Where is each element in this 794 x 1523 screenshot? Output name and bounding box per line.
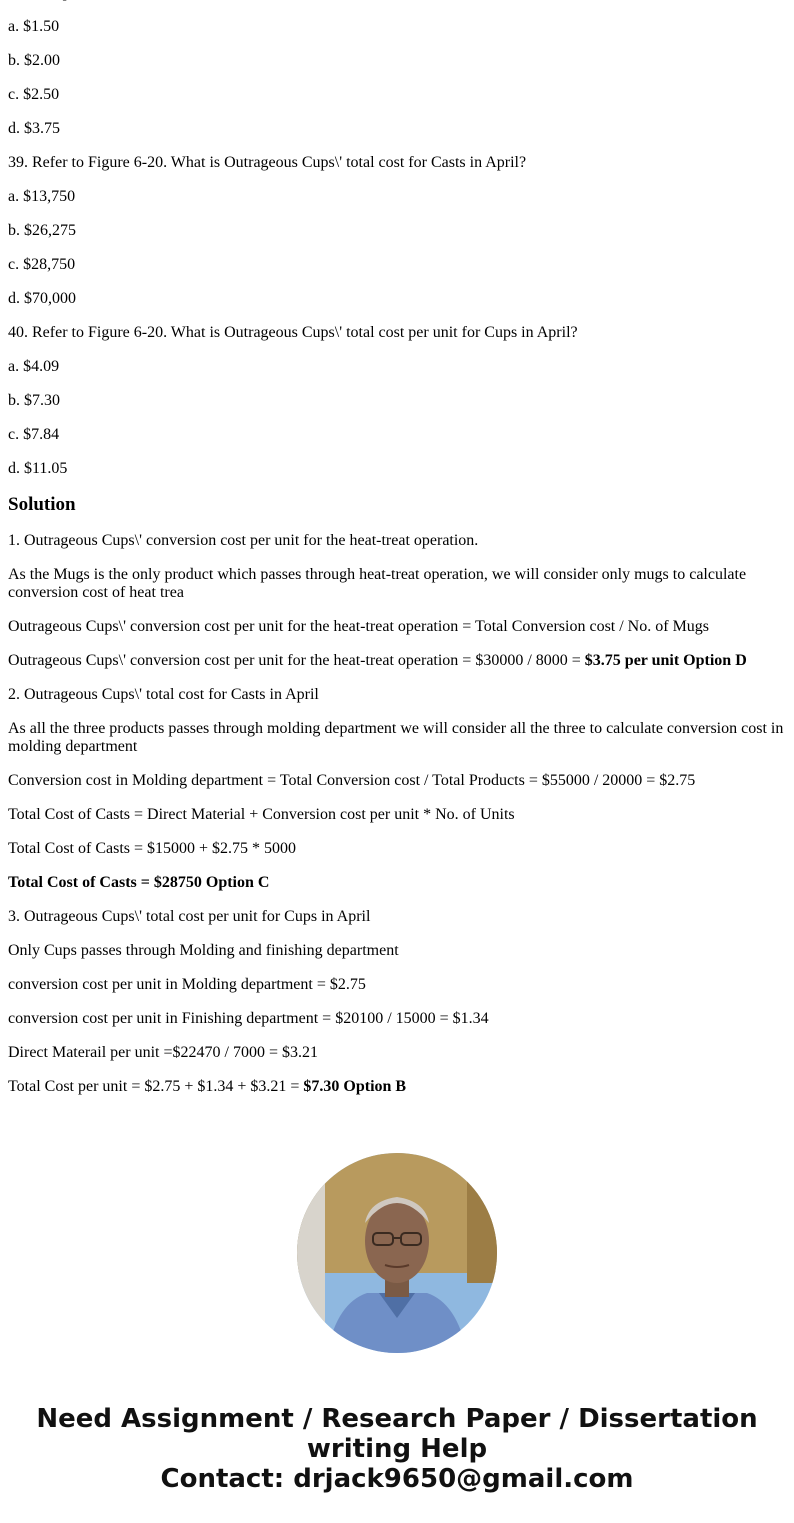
promo-contact: Contact: drjack9650@gmail.com: [160, 1464, 634, 1494]
solution-3-answer: $7.30 Option B: [303, 1078, 407, 1095]
question-tail: [8, 0, 786, 2]
q40-option-a: a. $4.09: [8, 358, 60, 375]
q39-option-b: b. $26,275: [8, 222, 76, 239]
promo-banner: [0, 1404, 794, 1494]
solution-1-title: 1. Outrageous Cups\' conversion cost per unit for the heat-treat operation.: [8, 532, 479, 549]
q39-option-d: d. $70,000: [8, 290, 76, 307]
solution-3-molding-cost: conversion cost per unit in Molding department = $2.75: [8, 976, 366, 993]
author-photo: [297, 1153, 497, 1353]
solution-1-calc-text: Outrageous Cups\' conversion cost per unit for the heat-treat operation = $30000 / 8000 =: [8, 652, 585, 669]
author-portrait-image: [297, 1153, 497, 1353]
question-40: 40. Refer to Figure 6-20. What is Outrageous Cups\' total cost per unit for Cups in April?: [8, 324, 578, 341]
q38-option-d: d. $3.75: [8, 120, 60, 137]
solution-3-total-text: Total Cost per unit = $2.75 + $1.34 + $3.21 =: [8, 1078, 304, 1095]
q40-option-c: c. $7.84: [8, 426, 60, 443]
solution-3-title: 3. Outrageous Cups\' total cost per unit for Cups in April: [8, 908, 371, 925]
solution-1-formula: Outrageous Cups\' conversion cost per unit for the heat-treat operation = Total Conversion cost / No. of Mugs: [8, 618, 710, 635]
solution-1-answer: $3.75 per unit Option D: [584, 652, 747, 669]
q38-option-a: a. $1.50: [8, 18, 60, 35]
promo-line-1: Need Assignment / Research Paper / Dissertation: [36, 1404, 758, 1434]
q39-option-c: c. $28,750: [8, 256, 76, 273]
solution-1-calculation: [8, 652, 786, 670]
promo-line-2: writing Help: [306, 1434, 488, 1464]
solution-3-direct-material: Direct Materail per unit =$22470 / 7000 = $3.21: [8, 1044, 318, 1061]
solution-2-answer: Total Cost of Casts = $28750 Option C: [8, 874, 270, 891]
q40-option-d: d. $11.05: [8, 460, 68, 477]
solution-2-explanation: As all the three products passes through molding department we will consider all the three to calculate conversion cost in molding department: [8, 720, 784, 755]
solution-3-total: [8, 1078, 786, 1096]
q40-option-b: b. $7.30: [8, 392, 60, 409]
q38-option-b: b. $2.00: [8, 52, 60, 69]
solution-3-finishing-cost: conversion cost per unit in Finishing department = $20100 / 15000 = $1.34: [8, 1010, 489, 1027]
solution-2-formula: Total Cost of Casts = Direct Material + Conversion cost per unit * No. of Units: [8, 806, 515, 823]
solution-2-calculation: Total Cost of Casts = $15000 + $2.75 * 5000: [8, 840, 297, 857]
solution-heading: Solution: [8, 494, 76, 515]
q38-option-c: c. $2.50: [8, 86, 60, 103]
solution-2-conversion-cost: Conversion cost in Molding department = Total Conversion cost / Total Products = $55000 / 20000 = $2.75: [8, 772, 696, 789]
solution-2-title: 2. Outrageous Cups\' total cost for Casts in April: [8, 686, 319, 703]
document-content: [8, 0, 786, 1112]
question-39: 39. Refer to Figure 6-20. What is Outrageous Cups\' total cost for Casts in April?: [8, 154, 527, 171]
q39-option-a: a. $13,750: [8, 188, 76, 205]
solution-1-explanation: As the Mugs is the only product which passes through heat-treat operation, we will consider only mugs to calculate conversion cost of heat trea: [8, 566, 747, 601]
solution-3-explanation: Only Cups passes through Molding and finishing department: [8, 942, 399, 959]
